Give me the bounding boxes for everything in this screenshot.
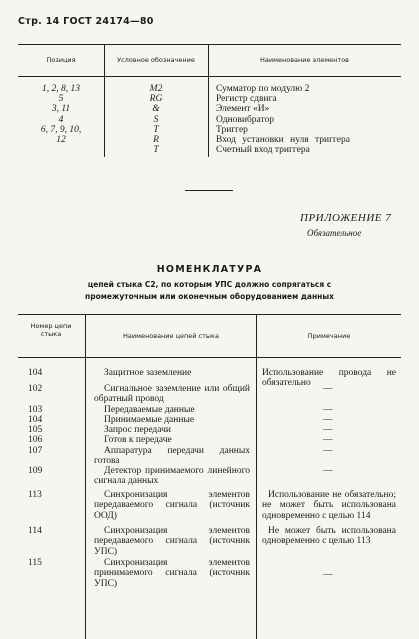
- table1-name-column: [216, 84, 396, 155]
- table2-row-number: 115: [28, 558, 42, 568]
- table2-row-number: 107: [28, 446, 43, 456]
- table1-row-position: 12: [56, 134, 66, 145]
- table1-header-name: Наименование элементов: [259, 56, 350, 64]
- table2-row-name: Сигнальное заземление или общий обратный провод: [94, 384, 250, 405]
- table2-row-name: Принимаемые данные: [104, 415, 195, 425]
- table1-row-symbol: T: [153, 145, 159, 156]
- table2-header-note: Примечание: [307, 332, 351, 340]
- table1-row-symbol: S: [153, 114, 159, 125]
- table2-header-number: Номер цепи стыка: [30, 322, 72, 338]
- table2-row-number: 102: [28, 384, 43, 394]
- table1-row-name: Регистр сдвига: [216, 94, 277, 105]
- appendix-subtitle: Обязательное: [307, 228, 362, 238]
- table2-top-rule: [18, 314, 401, 315]
- table1-row-symbol: T: [153, 124, 159, 135]
- table2-row-note: —: [323, 384, 333, 394]
- table2-col-divider-2: [256, 314, 257, 639]
- table2-row-name: Синхронизация элементов принимаемого сигнала (источник УПС): [94, 558, 250, 589]
- table1-row-symbol: RG: [149, 94, 163, 105]
- table2-row-note: —: [323, 466, 333, 476]
- table1-row-symbol: &: [152, 104, 160, 115]
- table2-row-note: —: [323, 570, 333, 580]
- table2-row-note: —: [323, 435, 333, 445]
- table1-symbol-column: [104, 84, 208, 155]
- table2-row-name: Готов к передаче: [104, 435, 172, 445]
- table2-row-note: Использование не обязательно; не может быть использована одновременно с целью 114: [262, 490, 396, 521]
- table1-row-name: Счетный вход триггера: [216, 145, 310, 156]
- table1-row-position: 1, 2, 8, 13: [42, 84, 80, 94]
- table1-row-position: 6, 7, 9, 10,: [40, 124, 82, 135]
- table1-row-position: [18, 145, 104, 155]
- table2-row-number: 104: [28, 368, 43, 378]
- table2-row-note: Не может быть использована одновременно с целью 113: [262, 526, 396, 547]
- table2-row-number: 105: [28, 425, 43, 435]
- table2-row-name: Запрос передачи: [104, 425, 171, 435]
- table2-row-number: 109: [28, 466, 43, 476]
- table2-row-name: Защитное заземление: [104, 368, 192, 378]
- table2-row-number: 113: [28, 490, 42, 500]
- table1-header-symbol: Условное обозначение: [117, 56, 195, 64]
- table1-row-position: 4: [58, 114, 64, 125]
- table2-row-note: Использование провода не обязательно: [262, 368, 396, 389]
- table2-row-name: Аппаратура передачи данных готова: [94, 446, 250, 467]
- table2-row-name: Детектор принимаемого линейного сигнала данных: [94, 466, 250, 487]
- table2-row-name: Синхронизация элементов передаваемого сигнала (источник УПС): [94, 526, 250, 557]
- appendix-title: ПРИЛОЖЕНИЕ 7: [300, 212, 392, 224]
- heading-line-2: промежуточным или оконечным оборудованием данных: [85, 292, 334, 301]
- document-title: НОМЕНКЛАТУРА: [156, 264, 263, 275]
- table2-row-name: Синхронизация элементов передаваемого сигнала (источник ООД): [94, 490, 250, 521]
- table1-row-name: Элемент «И»: [216, 104, 270, 115]
- table2-row-note: —: [323, 415, 333, 425]
- table2-row-number: 106: [28, 435, 43, 445]
- table1-header-position: Позиция: [46, 56, 76, 64]
- table2-row-note: —: [323, 425, 333, 435]
- table1-row-position: 5: [58, 94, 64, 105]
- table1-row-name: Одновибратор: [216, 114, 275, 125]
- table2-row-note: —: [323, 446, 333, 456]
- table1-row-symbol: M2: [149, 84, 163, 94]
- table2-header-name: Наименование цепей стыка: [123, 332, 219, 340]
- table2-row-name: Передаваемые данные: [104, 405, 195, 415]
- table1-row-name: Сумматор по модулю 2: [216, 84, 310, 94]
- table2-row-number: 114: [28, 526, 42, 536]
- table2-row-note: —: [323, 405, 333, 415]
- table2-col-divider-1: [85, 314, 86, 639]
- table1-row-position: 3, 11: [51, 104, 71, 115]
- table1-row-name: Триггер: [216, 124, 248, 135]
- table1-top-rule: [18, 44, 401, 45]
- table2-header-rule: [18, 357, 401, 358]
- heading-line-1: цепей стыка С2, по которым УПС должно сопрягаться с: [87, 280, 332, 289]
- table2-row-number: 103: [28, 405, 43, 415]
- section-separator: [185, 190, 233, 191]
- table1-row-symbol: R: [153, 134, 159, 145]
- table2-row-number: 104: [28, 415, 43, 425]
- table1-position-column: [18, 84, 104, 155]
- table1-row-name: Вход установки нуля триггера: [216, 134, 350, 145]
- page-header: Стр. 14 ГОСТ 24174—80: [18, 16, 154, 27]
- table1-header-rule: [18, 76, 401, 77]
